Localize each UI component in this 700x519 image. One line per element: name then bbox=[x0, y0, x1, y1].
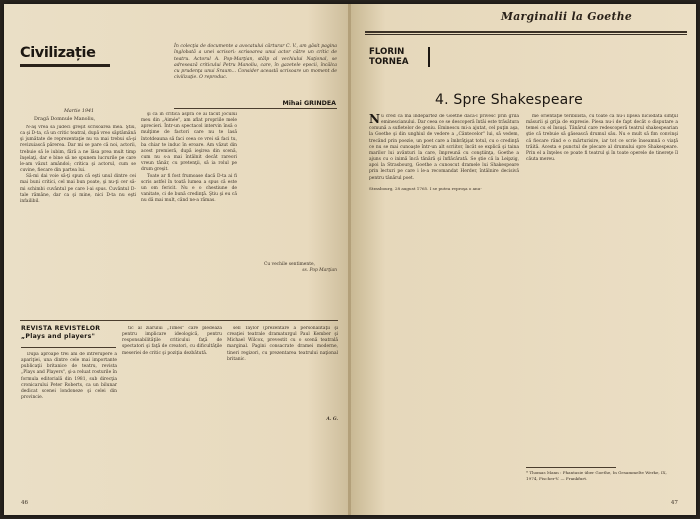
essay-paragraph: me orientaţie teribilistă, cu toate că nu-i lipsea niciodată simţul măsurii şi grija de expresie. Piesa nu-i de fapt decât o disputare a temei cu el însuşi. Tânărul care redescoperă teatrul shakespearian ştie că trebuie să găsească drumul său. Nu e mult să fim convinşi că fiecare rând e o mărturisire, iar tot ce scrie înseamnă o viaţă trăită. Acesta e punctul de plecare al drumului spre Shakespeare. Prin el a înţeles ce poate fi teatrul şi în toate operele de tinereţe îl căuta mereu. bbox=[526, 114, 678, 163]
article-author: Mihai GRINDEA bbox=[282, 100, 336, 107]
magazine-spread bbox=[4, 4, 696, 515]
footnote: * Thomas Mann : Phantasie über Goethe, în Gesammelte Werke, IX, 1974, Fischer-V. — Frankfurt. bbox=[526, 470, 667, 481]
review-column-2 bbox=[122, 326, 222, 492]
right-page bbox=[351, 4, 696, 515]
letter-closing: Cu vechile sentimente, bbox=[264, 262, 315, 267]
review-rule bbox=[21, 347, 116, 348]
header-rule-thin bbox=[365, 34, 687, 35]
review-column-3 bbox=[227, 326, 338, 492]
review-paragraph: sell Taylor (prezentare a personalităţii şi creaţiei teatrale dramaturgul Paul Kember şi Michael Wilcox, prevestit cu o scenă teatrală marginal. Pagini consacrate dramei moderne, tineri regizori, cu prezentarea teatrului naţional britanic. bbox=[227, 326, 338, 362]
review-section-title bbox=[21, 325, 133, 345]
title-rule bbox=[20, 64, 110, 67]
review-paragraph: tic al ziarului „Times" care pledează pentru implicare ideologică, pentru responsabilităţile criticului faţă de spectatori şi faţă de creatori, cu dificultăţile meseriei de critic şi poziţia dezbătută. bbox=[122, 326, 222, 356]
letter-paragraph: şi că în critica aspră ce ai făcut jocului meu din „Aimée", am aflat propriile mele aprecieri. Într-un spectacol intervin însă o mulţime de factori care nu te lasă întotdeauna să faci ceea ce vrei să faci tu, ba chiar te induc în eroare. Am văzut din acest premieră, după ieşirea din scenă, cum nu s-a mai întâlnit decât rareori vreun tânăr, cu pretenţii, să ia rolul pe drum greşit. bbox=[141, 112, 237, 173]
author-bar bbox=[428, 47, 430, 67]
review-heading: REVISTA REVISTELOR bbox=[21, 325, 101, 332]
review-column-1 bbox=[21, 352, 117, 492]
review-paragraph: După aproape trei ani de întrerupere a apariţiei, una dintre cele mai importante publicaţii britanice de teatru, revista „Plays and Players", şi-a reluat rosturile în formula editorială din 1981, sub direcţia cronicarului Peter Roberts, ca un bilunar dedicat scenei londoneze şi celei din provincie. bbox=[21, 352, 117, 401]
article-intro: În colecţia de documente a avocatului cărturar C. V., am găsit pagina înglobată a unei scrisori: scrisoarea unui actor către un critic de teatru. Actorul A. Pop-Marţian, stâlp al vechiului Naţional, se adresează criticului Petru Manoliu, care, în gazetele epocii, încălca cu prudenţa unui Sraum... Consider această scrisoare un moment de civilizaţie. O reproduc. bbox=[174, 44, 337, 81]
letter-column-1 bbox=[20, 125, 136, 315]
essay-paragraph bbox=[369, 114, 519, 182]
left-page bbox=[4, 4, 349, 515]
review-subheading: „Plays and players" bbox=[21, 332, 96, 340]
page-number-left: 46 bbox=[21, 500, 29, 506]
author-last-name: TORNEA bbox=[369, 57, 409, 67]
review-signature: A. G. bbox=[326, 416, 338, 422]
page-number-right: 47 bbox=[670, 500, 678, 506]
intro-rule bbox=[174, 108, 337, 109]
letter-salutation: Dragă Domnule Manoliu, bbox=[34, 117, 96, 122]
essay-column-1 bbox=[369, 114, 519, 484]
essay-author bbox=[369, 47, 425, 69]
author-first-name: FLORIN bbox=[369, 47, 405, 57]
letter-column-2 bbox=[141, 112, 237, 315]
footnote-rule bbox=[526, 467, 616, 468]
letter-paragraph: Să-mi dai voie să-ţi spun că eşti unul dintre cei mai buni critici, cel mai bun poate, şi nu-ţi cer să-mi schimbi cuvântul pe care l-ai spus. Cuvântul D-tale rămâne, dar ca şi mine, nici D-ta nu eşti infailibil. bbox=[20, 174, 136, 204]
letter-signature: ss. Pop Marţian bbox=[302, 268, 337, 274]
running-header: Marginalii la Goethe bbox=[501, 10, 633, 23]
essay-text: u cred că mă îndepărtez de Goethe dacă-l privesc prin grila eminescianului. Dar ceea ce se descoperă întâi este trăsătura comună a sufletelor de geniu. Eminescu mi-a ajutat, cel puţin aşa, la Goethe şi din unghiul de vedere a „Cântecelor" lui, să vedem, trecând prin poezie, un poet care a îmbrăţişat totul, cu o credinţă ce nu se mai cunoaşte într-un alt scriitor, încât se explică şi taina marilor lui avânturi la care, împreună cu conştiinţa, Goethe a ajuns cu o inimă încă tânără şi înflăcărată. Se ştie că la Leipzig, apoi la Strasbourg, Goethe a cunoscut dramele lui Shakespeare prin lecturi pe care i le-a recomandat Herder, întâlnire decisivă pentru tânărul poet. bbox=[369, 114, 519, 181]
essay-title: 4. Spre Shakespeare bbox=[435, 92, 583, 108]
header-rule bbox=[365, 31, 687, 33]
article-title: Civilizație bbox=[20, 45, 96, 61]
letter-date: Martie 1941 bbox=[64, 109, 95, 114]
essay-footnote-line: Strasbourg, 28 august 1765. I se putea reproşa o anu- bbox=[369, 185, 482, 191]
section-divider bbox=[20, 320, 338, 321]
letter-paragraph: N-aş vrea să judeci greşit scrisoarea mea. Ştiu, ca şi D-ta, că un critic teatral, după vreo săptămână şi jumătate de reprezentaţie nu va mai trebui să-şi revizuiască părerea. Dar mi se pare că noi, actorii, trebuie să le iubim, fără a ne lăsa prea mult timp înşelaţi, dar e bine să ne spunem lucrurile pe care le-am văzut amândoi; critica şi actorul, cum se cuvine, fiecare din partea lui. bbox=[20, 125, 136, 174]
letter-column-3 bbox=[242, 112, 337, 315]
drop-cap: N bbox=[369, 114, 380, 126]
letter-paragraph: Toate ar fi fost frumoase dacă D-ta ai fi scris astfel în toată lumea a spus că este un om fericit. Nu e o chestiune de vanitate, ci de bună credinţă. Ştiu şi eu că nu dă mai mult, când ne-a rămas. bbox=[141, 173, 237, 204]
essay-column-2 bbox=[526, 114, 678, 464]
